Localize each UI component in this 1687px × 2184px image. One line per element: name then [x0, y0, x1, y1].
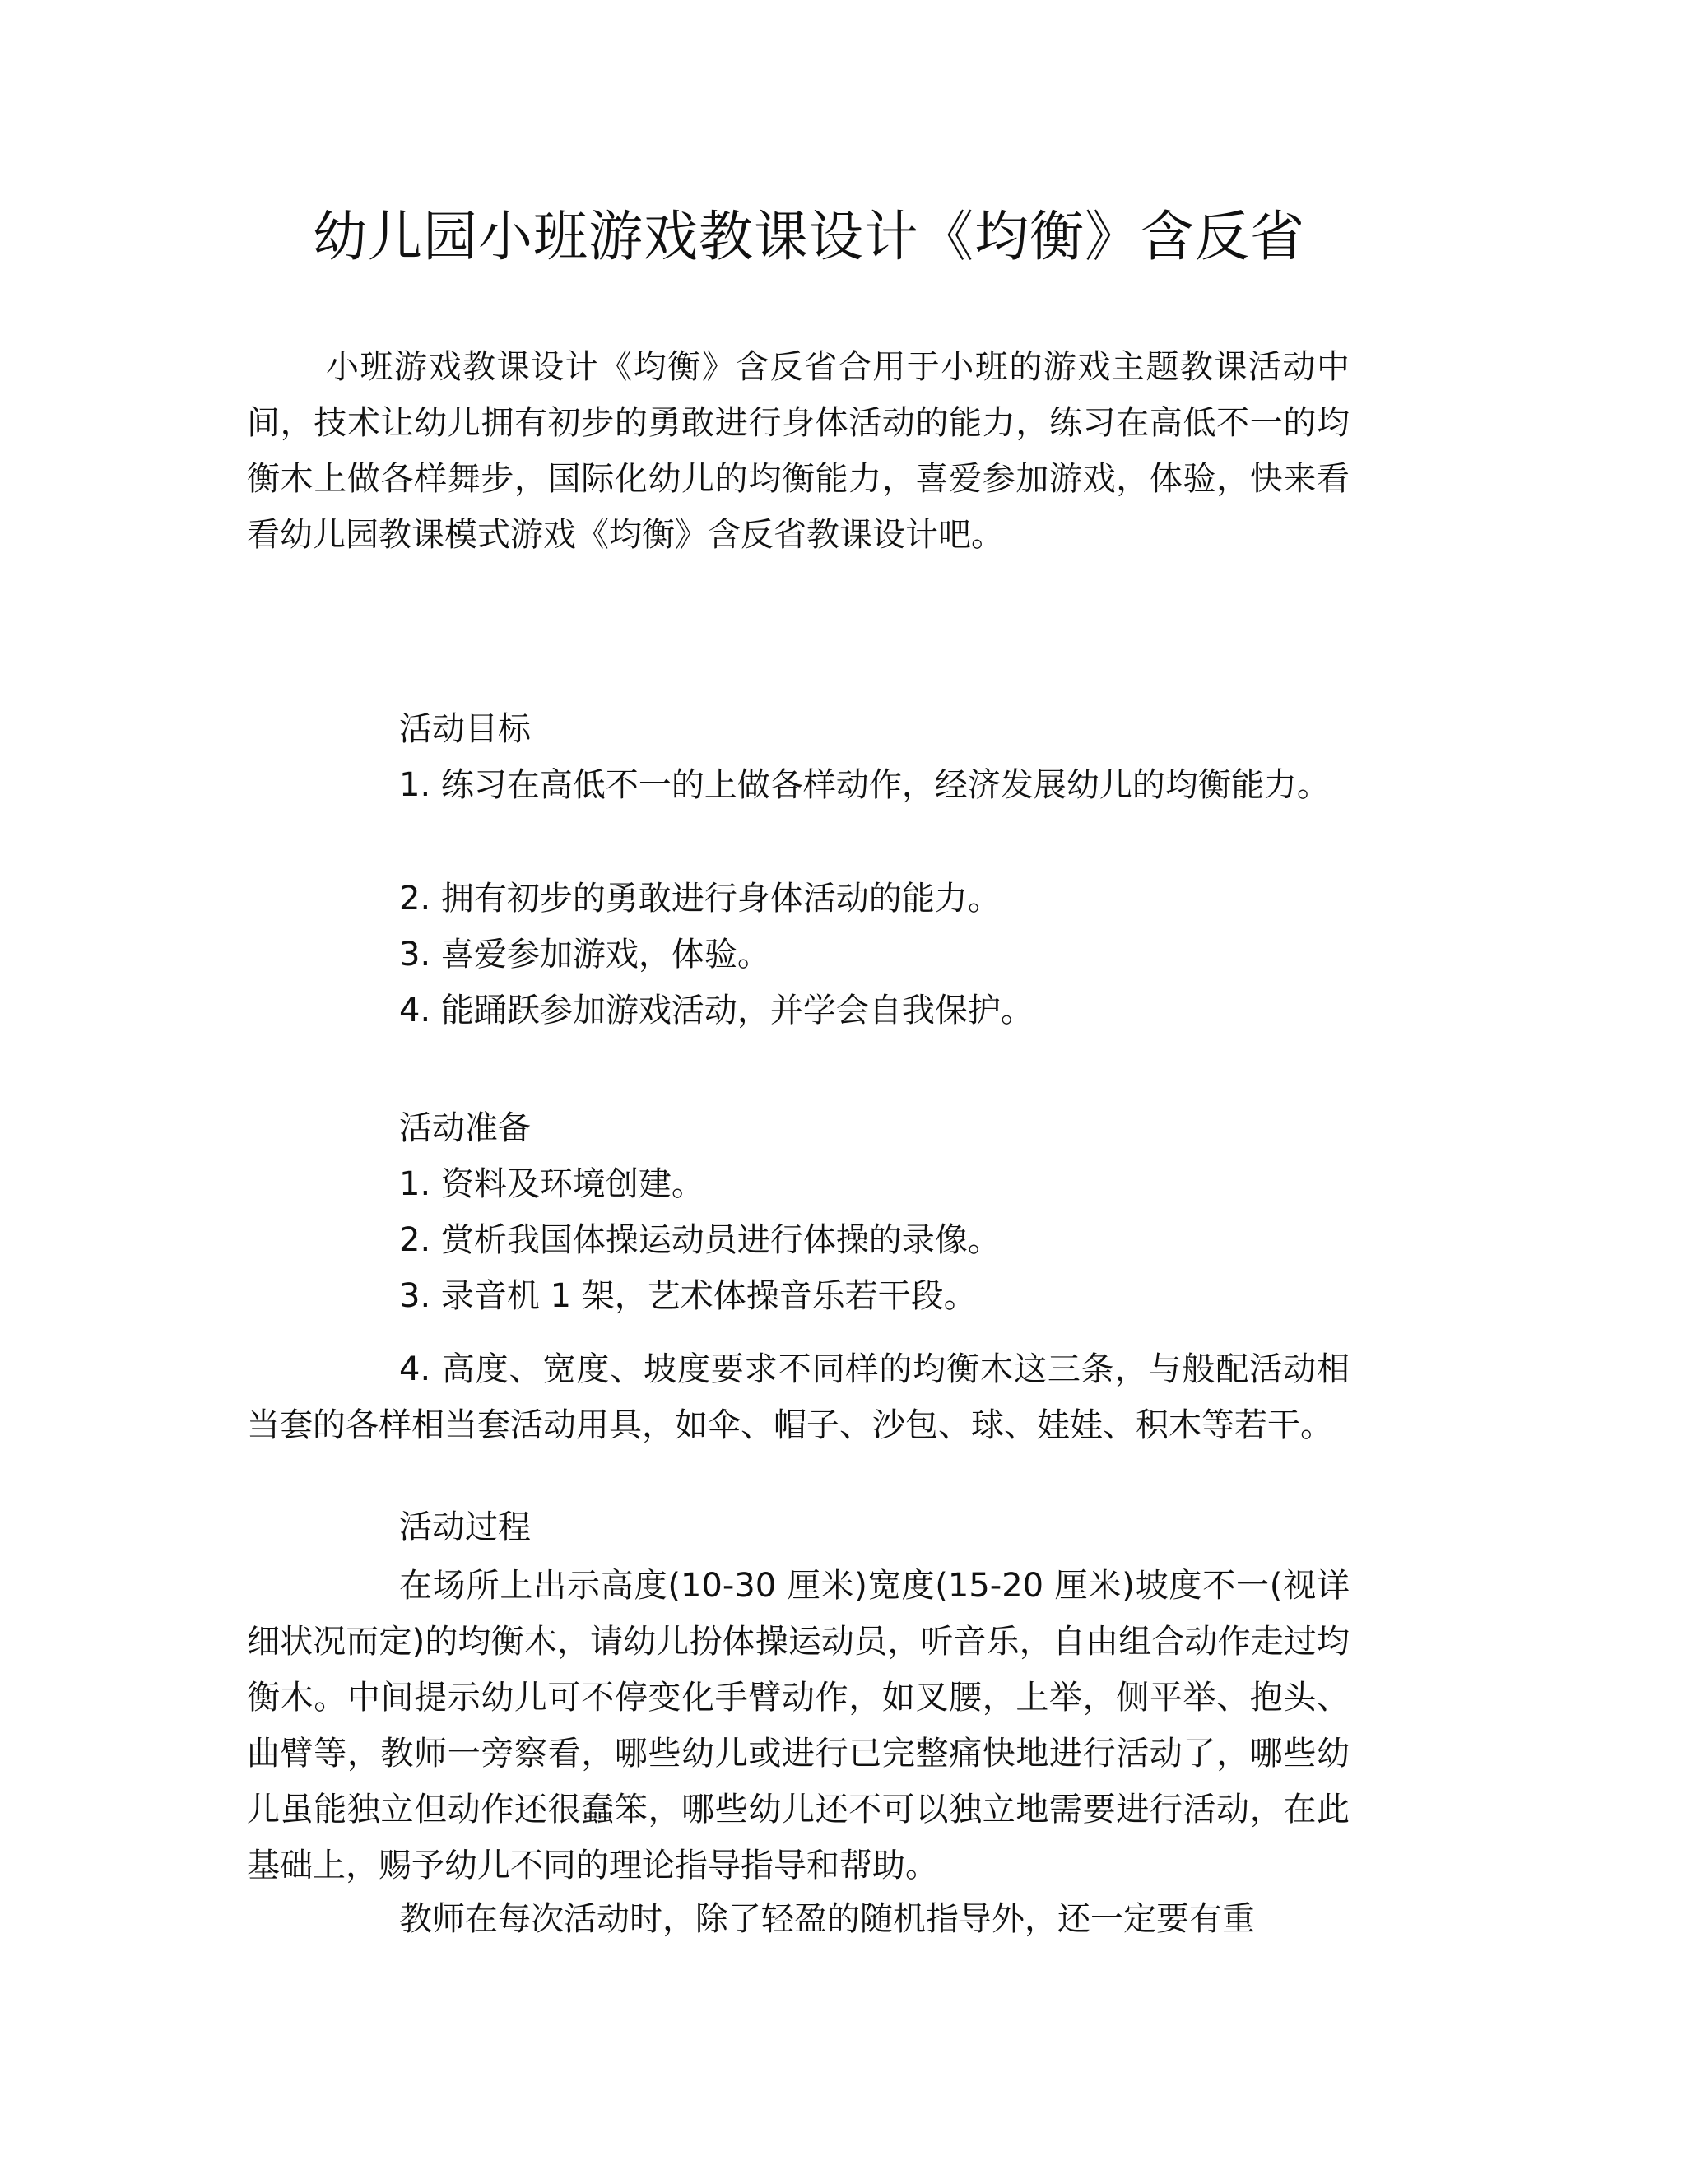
- section-heading-goals: 活动目标: [399, 710, 531, 748]
- goal-item-1: 1. 练习在高低不一的上做各样动作，经济发展幼儿的均衡能力。: [399, 766, 1330, 804]
- prep-item-1: 1. 资料及环境创建。: [399, 1165, 704, 1203]
- prep-item-3: 3. 录音机 1 架，艺术体操音乐若干段。: [399, 1277, 977, 1315]
- process-paragraph-1: 在场所上出示高度(10-30 厘米)宽度(15-20 厘米)坡度不一(视详细状况而定)的均衡木，请幼儿扮体操运动员，听音乐，自由组合动作走过均衡木。中间提示幼儿可不停变化手臂动作，如叉腰，上举，侧平举、抱头、曲臂等，教师一旁察看，哪些幼儿或进行已完整痛快地进行活动了，哪些幼儿虽能独立但动作还很蠢笨，哪些幼儿还不可以独立地需要进行活动，在此基础上，赐予幼儿不同的理论指导指导和帮助。: [247, 1567, 1350, 1884]
- document-title: 幼儿园小班游戏教课设计《均衡》含反省: [313, 205, 1305, 268]
- section-heading-process: 活动过程: [399, 1508, 531, 1546]
- process-paragraph-2: 教师在每次活动时，除了轻盈的随机指导外，还一定要有重: [399, 1900, 1255, 1938]
- goal-item-4: 4. 能踊跃参加游戏活动，并学会自我保护。: [399, 992, 1034, 1029]
- goal-item-2: 2. 拥有初步的勇敢进行身体活动的能力。: [399, 880, 1001, 918]
- prep-item-2: 2. 赏析我国体操运动员进行体操的录像。: [399, 1221, 1001, 1259]
- prep-item-4: 4. 高度、宽度、坡度要求不同样的均衡木这三条，与般配活动相当套的各样相当套活动用具，如伞、帽子、沙包、球、娃娃、积木等若干。: [247, 1350, 1350, 1444]
- intro-paragraph: 小班游戏教课设计《均衡》含反省合用于小班的游戏主题教课活动中间，技术让幼儿拥有初步的勇敢进行身体活动的能力，练习在高低不一的均衡木上做各样舞步，国际化幼儿的均衡能力，喜爱参加游戏，体验，快来看看幼儿园教课模式游戏《均衡》含反省教课设计吧。: [247, 348, 1350, 554]
- goal-item-3: 3. 喜爱参加游戏，体验。: [399, 936, 770, 974]
- section-heading-preparation: 活动准备: [399, 1109, 531, 1147]
